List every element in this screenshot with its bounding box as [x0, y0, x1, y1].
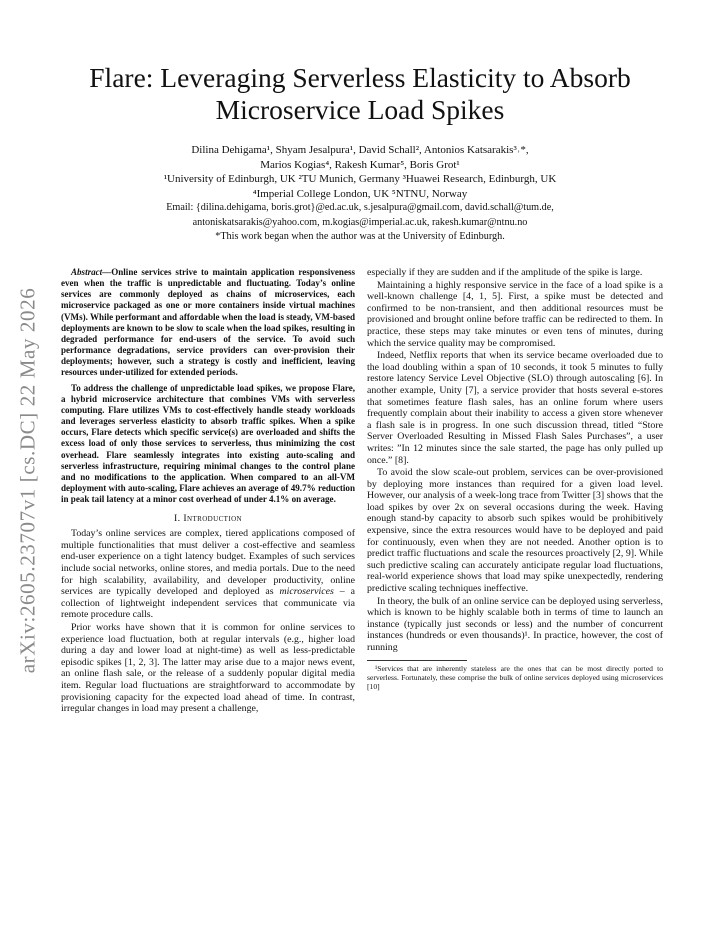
affiliations: ¹University of Edinburgh, UK ²TU Munich, Germany ³Huawei Research, Edinburgh, UK — [163, 173, 557, 185]
section-heading-introduction: I. Introduction — [174, 513, 242, 525]
author-list-cont: Marios Kogias⁴, Rakesh Kumar⁵, Boris Grot¹ — [260, 158, 460, 171]
intro-paragraph-2: Prior works have shown that it is common for online services to experience load fluctuation, both at regular intervals (e.g., higher load during a day and lower load at night-time) as well as less-predictable episodic spikes [1, 2, 3]. The latter may arise due to a major news event, an online flash sale, or the release of a suddenly popular digital media item. Regular load fluctuations are straightforward to accommodate by provisioning capacity for the expected load ahead of time. In contrast, irregular changes in load may present a challenge, — [61, 622, 355, 715]
author-list: Dilina Dehigama¹, Shyam Jesalpura¹, David Schall², Antonios Katsarakis³˒*, — [191, 144, 529, 156]
intro-emphasis: microservices — [279, 586, 334, 598]
intro-text: Today’s online services are complex, tiered applications composed of multiple functionalities that must deliver a cost-effective and seamless end-user experience on a tight latency budget. Examples of such services include social networks, online stores, and media portals. Due to the need for high scalability, availability, and developer productivity, online services are typically developed and deployed as — [61, 528, 355, 598]
affiliations-cont: ⁴Imperial College London, UK ⁵NTNU, Norway — [252, 187, 468, 200]
arxiv-stamp — [6, 260, 50, 700]
author-emails: Email: {dilina.dehigama, boris.grot}@ed.ac.uk, s.jesalpura@gmail.com, david.schall@tum.de, — [166, 202, 554, 213]
footnote: ¹Services that are inherently stateless are the ones that can be most directly ported to serverless. Fortunately, these comprise the bulk of online services deployed using microservices [10] — [367, 663, 663, 691]
author-emails-cont: antoniskatsarakis@yahoo.com, m.kogias@imperial.ac.uk, rakesh.kumar@ntnu.no — [192, 216, 528, 228]
intro-text-cont: – a collection of lightweight independent services that communicate via remote procedure calls. — [61, 586, 355, 621]
left-column — [61, 267, 355, 716]
abstract-paragraph-2: To address the challenge of unpredictable load spikes, we propose Flare, a hybrid microservice architecture that combines VMs with serverless computing. Flare utilizes VMs to cost-effectively handle steady workloads and leverages serverless elasticity to absorb traffic spikes. When a spike occurs, Flare detects which specific service(s) are overloaded and shifts the excess load of only those services to serverless, thus minimizing the cost overhead. Flare seamlessly integrates into existing auto-scaling and serverless infrastructure, requiring minimal changes to the control plane and no modifications to the application. When compared to an all-VM deployment with auto-scaling, Flare achieves an average of 49.7% reduction in peak tail latency at a minor cost overhead of under 4.1% on average. — [61, 382, 355, 505]
right-column — [367, 267, 663, 691]
intro-paragraph — [61, 528, 355, 621]
footnote-divider — [367, 660, 467, 661]
body-paragraph-overprovision: To avoid the slow scale-out problem, services can be over-provisioned by deploying more instances than required for a given load level. However, our analysis of a week-long trace from Twitter [3] shows that the load spikes by over 2x on several occasions during the week. Having enough stand-by capacity to absorb such spikes would be prohibitively expensive, since the extra resources would have to be deployed and paid for continuously, even when they are not needed. Another option is to predict traffic fluctuations and scale the resources proactively [2, 9]. While such predictive scaling can accurately anticipate regular load fluctuations, real-world experience shows that load may spike unexpectedly, rendering predictive scaling techniques ineffective. — [367, 467, 663, 595]
body-paragraph-serverless: In theory, the bulk of an online service can be deployed using serverless, which is known to be highly scalable both in terms of time to launch an instance (typically just seconds or less) and the number of concurrent instances (hundreds or even thousands)¹. In practice, however, the cost of running — [367, 595, 663, 653]
arxiv-identifier: arXiv:2605.23707v1 [cs.DC] 22 May 2026 — [15, 287, 40, 673]
body-paragraph-cont: especially if they are sudden and if the amplitude of the spike is large. — [367, 267, 643, 278]
abstract-paragraph — [61, 267, 355, 379]
author-note: *This work began when the author was at the University of Edinburgh. — [215, 231, 505, 242]
abstract-text: —Online services strive to maintain application responsiveness even when the traffic is unpredictable and fluctuating. Today’s online services are commonly deployed as chains of microservices, each microservice packaged as one or more containers inside virtual machines (VMs). While performant and affordable when the load is steady, VM-based deployments are known to be slow to scale when the load spikes, resulting in degraded performance for end-users of the service. To avoid such performance degradations, service providers can over-provision their deployments; however, such a strategy is costly and inefficient, leaving resources under-utilized for extended periods. — [61, 267, 355, 378]
abstract-label: Abstract — [71, 267, 103, 277]
body-paragraph: Maintaining a highly responsive service in the face of a load spike is a well-known challenge [4, 1, 5]. First, a spike must be detected and confirmed to be non-transient, and then additional resources must be provisioned and brought online before traffic can be redirected to them. In practice, these steps may take minutes or even tens of minutes, during which the service quality may be compromised. — [367, 279, 663, 349]
paper-title: Flare: Leveraging Serverless Elasticity to Absorb Microservice Load Spikes — [89, 62, 631, 125]
author-block — [100, 143, 620, 245]
body-paragraph-netflix: Indeed, Netflix reports that when its service became overloaded due to the load doubling within a span of 10 seconds, it took 5 minutes to fully restore latency Service Level Objective (SLO) through autoscaling [6]. In another example, Unity [7], a service provider that hosts several e-stores that sometimes feature flash sales, has an online forum where users frequently complain about their inability to access a given store whenever a flash sale is in progress. In one such discussion thread, titled “Store Server Overloaded Resulting in Missed Flash Sales Purchases”, a user writes: ”In 12 minutes since the sale started, the page has only pulled up once.” [8]. — [367, 350, 663, 466]
